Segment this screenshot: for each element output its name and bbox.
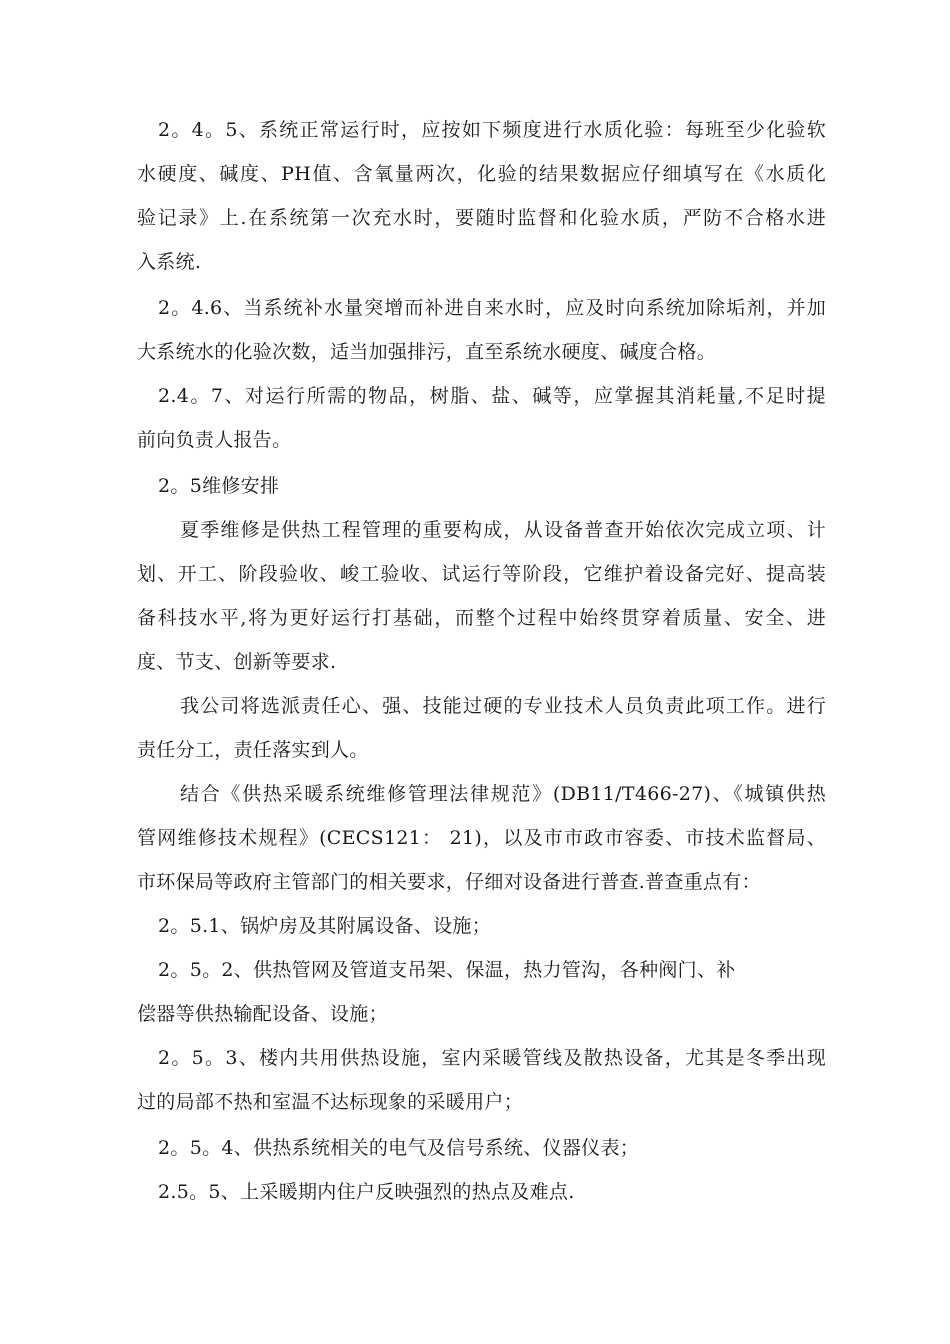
item-2-5-3-line-2: 过的局部不热和室温不达标现象的采暖用户； [137,1091,524,1113]
paragraph-2-4-5-line-1: 2。4。5、系统正常运行时，应按如下频度进行水质化验：每班至少化验软 [158,119,826,141]
paragraph-summer-maintenance-line-4: 度、节支、创新等要求. [137,651,337,673]
paragraph-2-4-7-line-2: 前向负责人报告。 [137,429,292,451]
item-2-5-3-line-1: 2。5。3、楼内共用供热设施，室内采暖管线及散热设备，尤其是冬季出现 [158,1047,826,1069]
paragraph-summer-maintenance-line-1: 夏季维修是供热工程管理的重要构成，从设备普查开始依次完成立项、计 [180,519,826,541]
paragraph-2-4-6-line-1: 2。4.6、当系统补水量突增而补进自来水时，应及时向系统加除垢剂，并加 [158,297,826,319]
paragraph-2-4-7-line-1: 2.4。7、对运行所需的物品，树脂、盐、碱等，应掌握其消耗量,不足时提 [158,385,826,407]
item-2-5-4: 2。5。4、供热系统相关的电气及信号系统、仪器仪表； [158,1137,640,1159]
paragraph-summer-maintenance-line-2: 划、开工、阶段验收、峻工验收、试运行等阶段，它维护着设备完好、提高装 [137,563,826,585]
paragraph-2-4-6-line-2: 大系统水的化验次数，适当加强排污，直至系统水硬度、碱度合格。 [137,341,717,363]
paragraph-standards-line-3: 市环保局等政府主管部门的相关要求，仔细对设备进行普查.普查重点有： [137,871,761,893]
paragraph-2-4-5-line-2: 水硬度、碱度、PH值、含氧量两次，化验的结果数据应仔细填写在《水质化 [137,163,826,185]
paragraph-2-4-5-line-4: 入系统. [137,251,202,273]
section-heading-2-5: 2。5维修安排 [158,475,280,497]
paragraph-staff-line-1: 我公司将选派责任心、强、技能过硬的专业技术人员负责此项工作。进行 [180,695,826,717]
paragraph-standards-line-2: 管网维修技术规程》(CECS121： 21)，以及市市政市容委、市技术监督局、 [137,827,826,849]
item-2-5-2-line-2: 偿器等供热输配设备、设施； [137,1003,388,1025]
item-2-5-5: 2.5。5、上采暖期内住户反映强烈的热点及难点. [158,1181,575,1203]
paragraph-2-4-5-line-3: 验记录》上.在系统第一次充水时，要随时监督和化验水质，严防不合格水进 [137,207,826,229]
item-2-5-2-line-1: 2。5。2、供热管网及管道支吊架、保温，热力管沟，各种阀门、补 [158,959,736,981]
paragraph-standards-line-1: 结合《供热采暖系统维修管理法律规范》(DB11/T466-27)、《城镇供热 [180,783,826,805]
paragraph-staff-line-2: 责任分工，责任落实到人。 [137,739,369,761]
paragraph-summer-maintenance-line-3: 备科技水平,将为更好运行打基础，而整个过程中始终贯穿着质量、安全、进 [137,607,826,629]
item-2-5-1: 2。5.1、锅炉房及其附属设备、设施； [158,915,492,937]
